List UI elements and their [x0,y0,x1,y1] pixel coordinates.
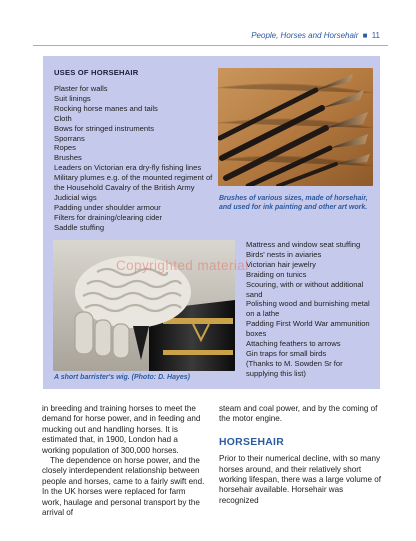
list-item: Mattress and window seat stuffing [246,240,361,249]
running-head-bullet: ■ [362,31,368,40]
panel-title: USES OF HORSEHAIR [54,68,139,77]
list-item: (Thanks to M. Sowden Sr for supplying this list) [246,358,343,378]
header-rule [33,45,388,46]
brushes-photo [218,68,373,186]
body-column-right [219,404,382,506]
list-item: Suit linings [54,93,91,103]
list-item: Padding First World War ammunition boxes [246,319,370,339]
list-item: Brushes [54,153,82,163]
body-paragraph: steam and coal power, and by the coming of the motor engine. [219,404,378,424]
list-item: Rocking horse manes and tails [54,103,158,113]
list-item: Polishing wood and burnishing metal on a lathe [246,299,370,319]
list-item: Plaster for walls [54,84,108,93]
body-paragraph: The dependence on horse power, and the closely interdependent relationship between people and horses, came to a fairly swift end. In the UK horses were replaced for farm work, haulage and personal transport by the arrival of [42,456,205,518]
list-item: Bows for stringed instruments [54,123,155,133]
list-item: Cloth [54,113,72,123]
uses-list-continued [246,240,376,379]
body-paragraph: in breeding and training horses to meet the demand for horse power, and in feeding and mucking out and handling horses. It is estimated that, in 1900, London had a working population of 300,000 horses. [42,404,201,455]
brushes-caption: Brushes of various sizes, made of horsehair, and used for ink painting and other art work. [219,195,368,211]
body-paragraph: Prior to their numerical decline, with so many horses around, and their relatively short working lifespan, there was a large volume of horsehair available. Horsehair was recognized [219,454,381,505]
list-item: Judicial wigs [54,192,97,202]
list-item: Scouring, with or without additional sand [246,279,364,299]
list-item: Attaching feathers to arrows [246,339,341,349]
copyright-watermark: Copyrighted material [116,258,249,273]
list-item: Braiding on tunics [246,269,307,279]
wig-caption: A short barrister's wig. (Photo: D. Hayes) [54,374,190,381]
list-item: Saddle stuffing [54,222,105,232]
page-number: 11 [371,31,380,40]
list-item: Victorian hair jewelry [246,259,316,269]
list-item: Filters for draining/clearing cider [54,212,163,222]
list-item: Birds' nests in aviaries [246,249,322,259]
list-item: Ropes [54,143,76,153]
list-item: Military plumes e.g. of the mounted regiment of the Household Cavalry of the British Army [54,173,213,193]
list-item: Gin traps for small birds [246,348,327,358]
list-item: Padding under shoulder armour [54,202,161,212]
section-heading: HORSEHAIR [219,436,285,448]
uses-list [54,84,219,233]
list-item: Leaders on Victorian era dry-fly fishing lines [54,163,202,173]
running-head-title: People, Horses and Horsehair [251,31,359,40]
running-head [251,31,380,40]
body-column-left [42,404,206,518]
list-item: Sporrans [54,133,85,143]
